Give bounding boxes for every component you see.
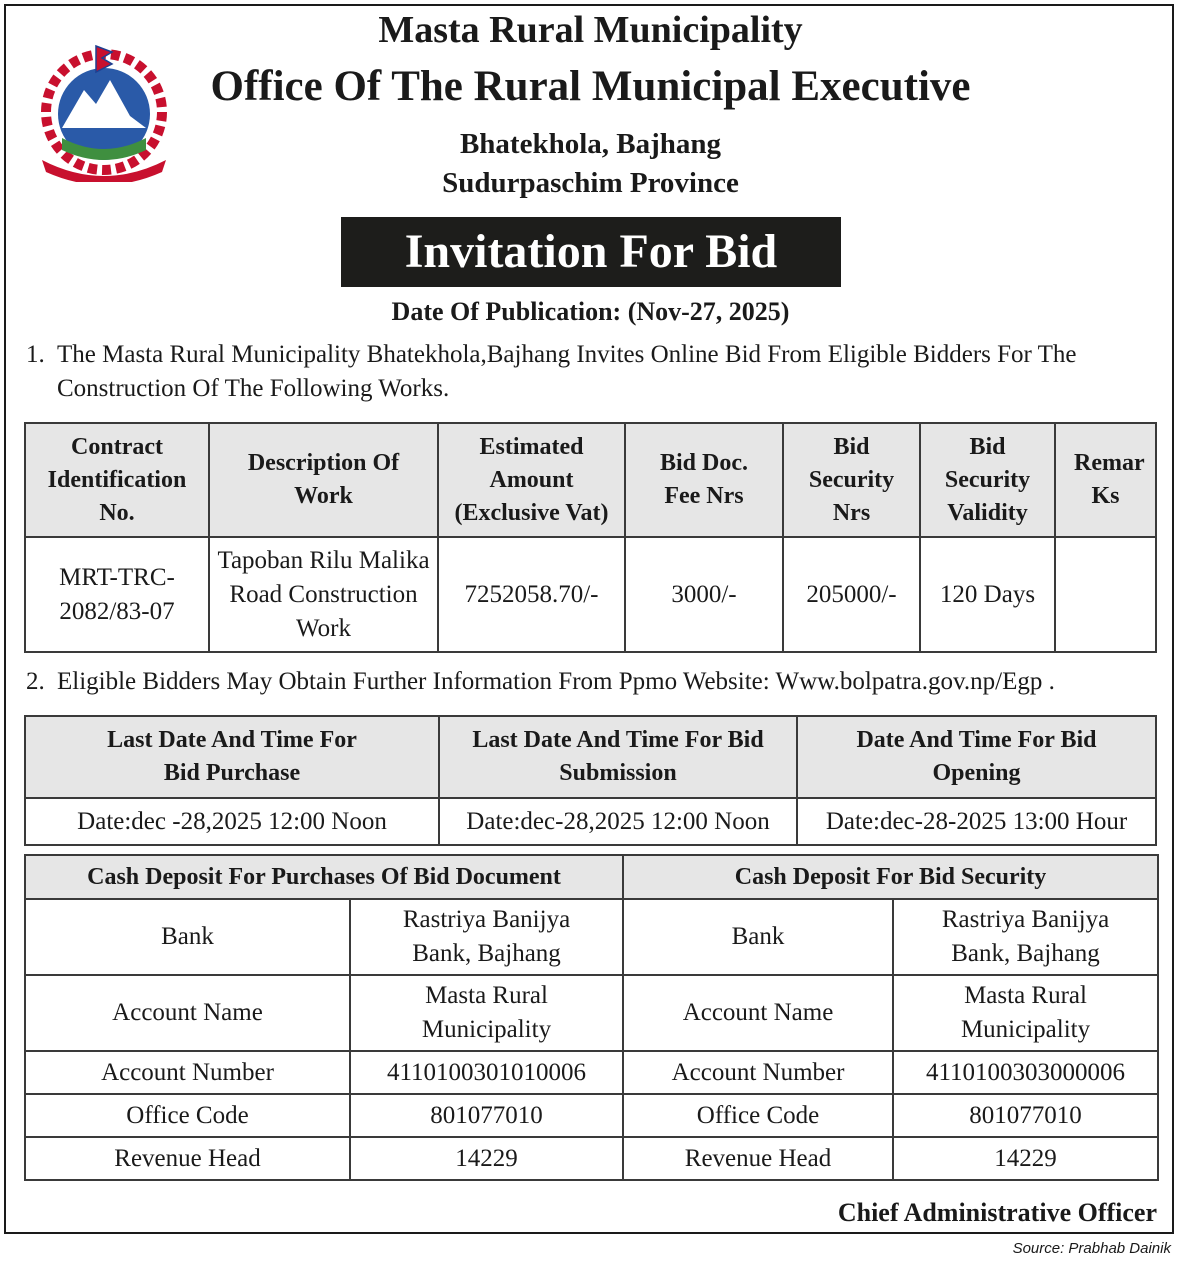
paragraph-2-number: 2.	[26, 668, 45, 695]
row-label: Revenue Head	[25, 1137, 350, 1180]
col-bid-purchase: Last Date And Time For Bid Purchase	[25, 716, 439, 798]
row-value: 801077010	[350, 1094, 623, 1137]
row-label: Office Code	[25, 1094, 350, 1137]
row-value: 801077010	[893, 1094, 1158, 1137]
col-remarks: Remar Ks	[1055, 423, 1156, 537]
col-bid-doc-fee: Bid Doc. Fee Nrs	[625, 423, 783, 537]
table-row	[25, 537, 1156, 652]
table-row	[25, 1137, 1158, 1180]
dates-table	[24, 715, 1157, 846]
municipality-name: Masta Rural Municipality	[378, 9, 803, 51]
table-row	[25, 975, 1158, 1051]
col-bid-security: Bid Security Nrs	[783, 423, 920, 537]
row-value: Rastriya Banijya Bank, Bajhang	[350, 899, 623, 975]
bid-opening-date: Date:dec-28-2025 13:00 Hour	[797, 798, 1156, 845]
publication-date: Date Of Publication: (Nov-27, 2025)	[391, 297, 790, 326]
estimated-amount-cell: 7252058.70/-	[438, 537, 625, 652]
col-bid-opening: Date And Time For Bid Opening	[797, 716, 1156, 798]
col-description: Description Of Work	[209, 423, 438, 537]
row-label: Bank	[623, 899, 893, 975]
col-bid-security-deposit: Cash Deposit For Bid Security	[623, 855, 1158, 899]
paragraph-1	[26, 338, 1166, 406]
row-value: 14229	[350, 1137, 623, 1180]
bid-security-cell: 205000/-	[783, 537, 920, 652]
row-value: Masta Rural Municipality	[350, 975, 623, 1051]
bid-security-validity-cell: 120 Days	[920, 537, 1055, 652]
table-row	[25, 1094, 1158, 1137]
row-value: Rastriya Banijya Bank, Bajhang	[893, 899, 1158, 975]
row-value: Masta Rural Municipality	[893, 975, 1158, 1051]
col-estimated-amount: Estimated Amount (Exclusive Vat)	[438, 423, 625, 537]
works-table-header	[25, 423, 1156, 537]
row-value: 14229	[893, 1137, 1158, 1180]
paragraph-1-text: The Masta Rural Municipality Bhatekhola,Bajhang Invites Online Bid From Eligible Bidders For The Construction Of The Following Works.	[57, 341, 1077, 402]
notice-title-banner: Invitation For Bid	[341, 217, 841, 287]
cash-deposit-header	[25, 855, 1158, 899]
table-row	[25, 899, 1158, 975]
row-label: Office Code	[623, 1094, 893, 1137]
paragraph-2	[26, 665, 1166, 699]
signatory-title: Chief Administrative Officer	[837, 1198, 1157, 1227]
office-name: Office Of The Rural Municipal Executive	[210, 63, 971, 110]
office-province: Sudurpaschim Province	[442, 167, 739, 199]
remarks-cell	[1055, 537, 1156, 652]
paragraph-2-text: Eligible Bidders May Obtain Further Information From Ppmo Website: Www.bolpatra.gov.np/Egp .	[57, 668, 1055, 695]
row-value: 4110100303000006	[893, 1051, 1158, 1094]
row-value: 4110100301010006	[350, 1051, 623, 1094]
row-label: Account Name	[25, 975, 350, 1051]
dates-table-header	[25, 716, 1156, 798]
table-row	[25, 798, 1156, 845]
bid-doc-fee-cell: 3000/-	[625, 537, 783, 652]
col-bid-submission: Last Date And Time For Bid Submission	[439, 716, 797, 798]
col-bid-document-deposit: Cash Deposit For Purchases Of Bid Document	[25, 855, 623, 899]
row-label: Bank	[25, 899, 350, 975]
cash-deposit-table	[24, 854, 1159, 1181]
works-table	[24, 422, 1157, 653]
description-cell: Tapoban Rilu Malika Road Construction Work	[209, 537, 438, 652]
bid-submission-date: Date:dec-28,2025 12:00 Noon	[439, 798, 797, 845]
row-label: Account Number	[623, 1051, 893, 1094]
office-location: Bhatekhola, Bajhang	[459, 128, 722, 160]
row-label: Account Name	[623, 975, 893, 1051]
paragraph-1-number: 1.	[26, 341, 45, 368]
contract-id-cell: MRT-TRC-2082/83-07	[25, 537, 209, 652]
source-credit: Source: Prabhab Dainik	[1012, 1240, 1171, 1257]
row-label: Revenue Head	[623, 1137, 893, 1180]
row-label: Account Number	[25, 1051, 350, 1094]
col-bid-security-validity: Bid Security Validity	[920, 423, 1055, 537]
col-contract-id: Contract Identification No.	[25, 423, 209, 537]
bid-purchase-date: Date:dec -28,2025 12:00 Noon	[25, 798, 439, 845]
table-row	[25, 1051, 1158, 1094]
